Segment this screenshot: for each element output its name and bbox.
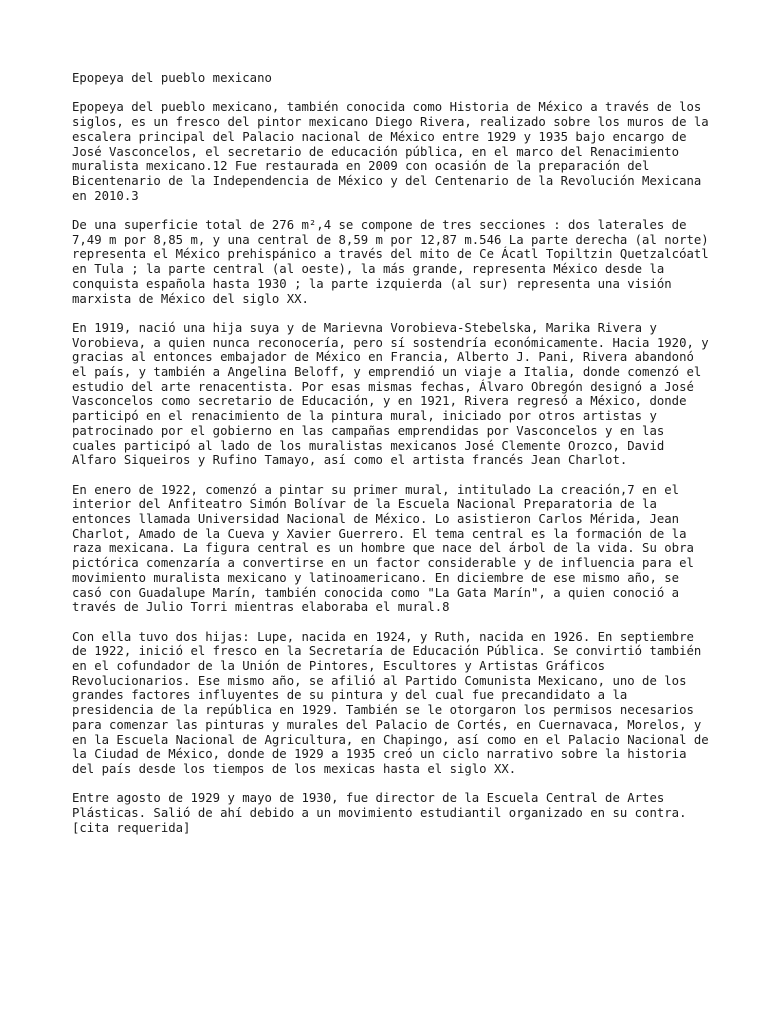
document-title: Epopeya del pueblo mexicano — [72, 71, 272, 85]
paragraph-1919: En 1919, nació una hija suya y de Marievna Vorobieva-Stebelska, Marika Rivera y Vorobieva, a quien nunca reconocería, pero sí sostendría económicamente. Hacia 1920, y gracias al entonces embajador de México en Francia, Alberto J. Pani, Rivera abandonó el país, y también a Angelina Beloff, y emprendió un viaje a Italia, donde comenzó el estudio del arte renacentista. Por esas mismas fechas, Álvaro Obregón designó a José Vasconcelos como secretario de Educación, y en 1921, Rivera regresó a México, donde participó en el renacimiento de la pintura mural, iniciado por otros artistas y patrocinado por el gobierno en las campañas emprendidas por Vasconcelos y en las cuales participó al lado de los muralistas mexicanos José Clemente Orozco, David Alfaro Siqueiros y Rufino Tamayo, así como el artista francés Jean Charlot. — [72, 320, 709, 468]
paragraph-intro: Epopeya del pueblo mexicano, también conocida como Historia de México a través de los siglos, es un fresco del pintor mexicano Diego Rivera, realizado sobre los muros de la escalera principal del Palacio nacional de México entre 1929 y 1935 bajo encargo de José Vasconcelos, el secretario de educación pública, en el marco del Renacimiento muralista mexicano.12 Fue restaurada en 2009 con ocasión de la preparación del Bicentenario de la Independencia de México y del Centenario de la Revolución Mexicana en 2010.3 — [72, 100, 709, 203]
paragraph-daughters: Con ella tuvo dos hijas: Lupe, nacida en 1924, y Ruth, nacida en 1926. En septiembre de 1922, inició el fresco en la Secretaría de Educación Pública. Se convirtió también en el cofundador de la Unión de Pintores, Escultores y Artistas Gráficos Revolucionarios. Ese mismo año, se afilió al Partido Comunista Mexicano, uno de los grandes factores influyentes de su pintura y del cual fue precandidato a la presidencia de la república en 1929. También se le otorgaron los permisos necesarios para comenzar las pinturas y murales del Palacio de Cortés, en Cuernavaca, Morelos, y en la Escuela Nacional de Agricultura, en Chapingo, así como en el Palacio Nacional de la Ciudad de México, donde de 1929 a 1935 creó un ciclo narrativo sobre la historia del país desde los tiempos de los mexicas hasta el siglo XX. — [72, 629, 709, 776]
document-page — [72, 71, 712, 850]
paragraph-1922: En enero de 1922, comenzó a pintar su primer mural, intitulado La creación,7 en el interior del Anfiteatro Simón Bolívar de la Escuela Nacional Preparatoria de la entonces llamada Universidad Nacional de México. Lo asistieron Carlos Mérida, Jean Charlot, Amado de la Cueva y Xavier Guerrero. El tema central es la formación de la raza mexicana. La figura central es un hombre que nace del árbol de la vida. Su obra pictórica comenzaría a convertirse en un factor considerable y de influencia para el movimiento muralista mexicano y latinoamericano. En diciembre de ese mismo año, se casó con Guadalupe Marín, también conocida como "La Gata Marín", a quien conoció a través de Julio Torri mientras elaboraba el mural.8 — [72, 482, 694, 615]
paragraph-director: Entre agosto de 1929 y mayo de 1930, fue director de la Escuela Central de Artes Plásticas. Salió de ahí debido a un movimiento estudiantil organizado en su contra.[cita requerida] — [72, 791, 687, 835]
paragraph-surface: De una superficie total de 276 m²,4 se compone de tres secciones : dos laterales de 7,49 m por 8,85 m, y una central de 8,59 m por 12,87 m.546 La parte derecha (al norte) representa el México prehispánico a través del mito de Ce Ácatl Topiltzin Quetzalcóatl en Tula ; la parte central (al oeste), la más grande, representa México desde la conquista española hasta 1930 ; la parte izquierda (al sur) representa una visión marxista de México del siglo XX. — [72, 218, 709, 306]
